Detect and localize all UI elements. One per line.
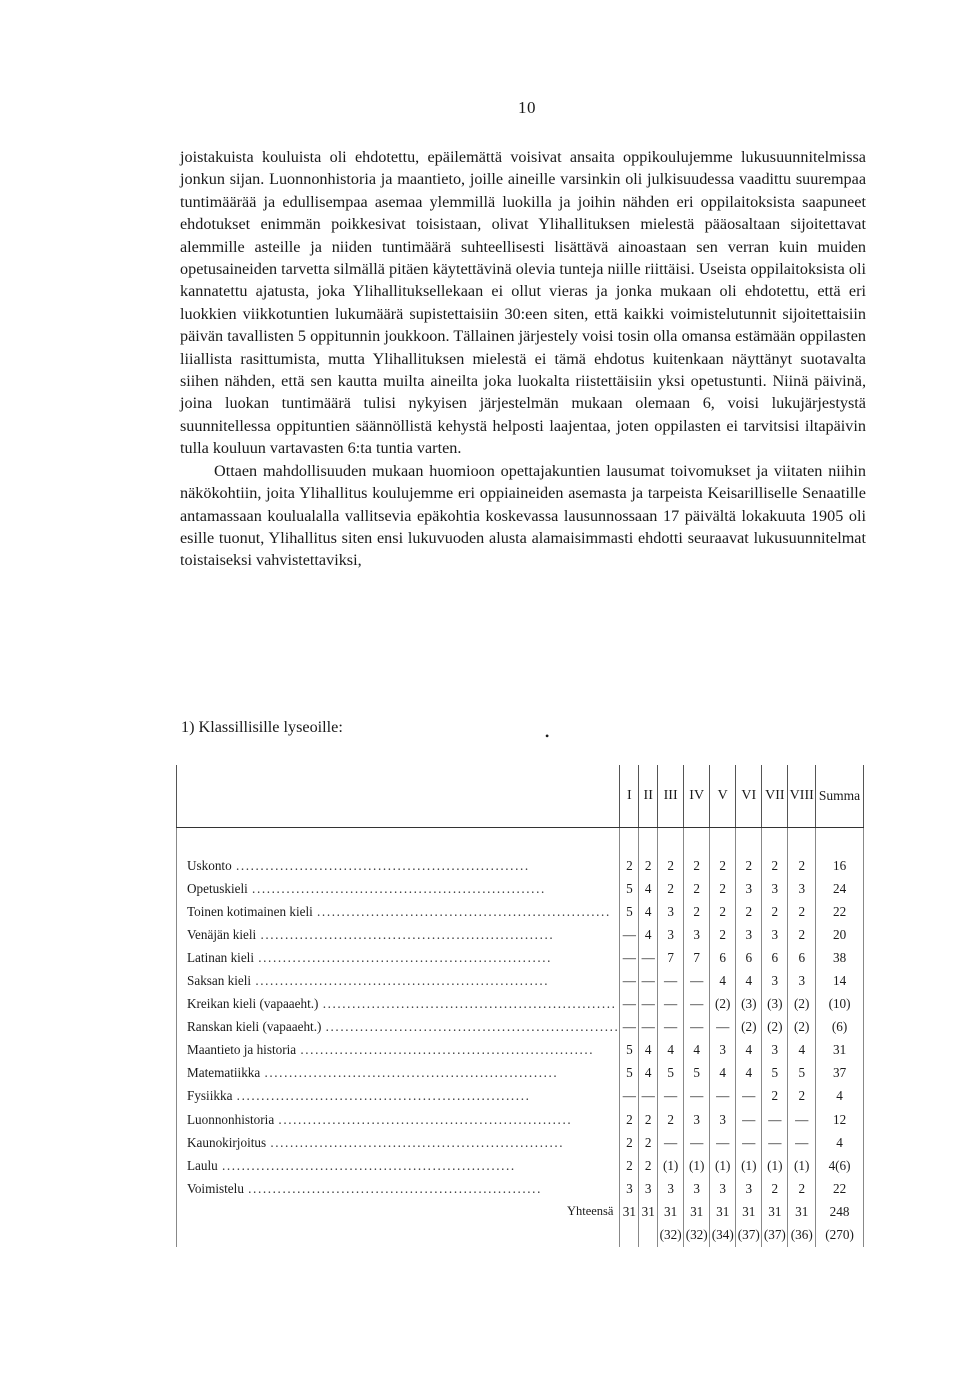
hours-cell: 2 [788, 900, 816, 923]
dot-leader: ............................................................ [266, 1134, 565, 1150]
hours-cell: 2 [762, 1177, 788, 1200]
hours-cell: — [620, 969, 639, 992]
subject-cell [177, 1016, 620, 1039]
hours-cell: 2 [620, 828, 639, 878]
hours-cell: 3 [684, 1108, 710, 1131]
column-header: VIII [788, 765, 816, 828]
dot-leader: ............................................................ [318, 996, 617, 1012]
table-header-row [177, 765, 864, 828]
hours-cell: — [762, 1108, 788, 1131]
sum-cell: 4 [816, 1131, 864, 1154]
sum-cell: 20 [816, 923, 864, 946]
ink-dot-mark: • [545, 729, 550, 743]
total-cell: 31 [710, 1200, 736, 1223]
hours-cell: 2 [762, 900, 788, 923]
hours-cell: 4 [710, 969, 736, 992]
subject-cell [177, 1039, 620, 1062]
subject-label: Venäjän kieli [187, 926, 257, 942]
hours-cell: 5 [620, 1039, 639, 1062]
hours-cell: — [788, 1108, 816, 1131]
hours-cell: 4 [736, 1039, 762, 1062]
hours-cell: — [762, 1131, 788, 1154]
hours-cell: 5 [684, 1062, 710, 1085]
total-cell: 31 [736, 1200, 762, 1223]
hours-cell: 4 [658, 1039, 684, 1062]
optional-total-cell: (37) [762, 1224, 788, 1247]
column-header: VII [762, 765, 788, 828]
hours-cell: — [658, 1016, 684, 1039]
dot-leader: ............................................................ [274, 1111, 573, 1127]
subject-cell [177, 1062, 620, 1085]
hours-cell: 2 [788, 828, 816, 878]
hours-cell: 3 [788, 877, 816, 900]
hours-cell: — [736, 1131, 762, 1154]
dot-leader: ............................................................ [217, 1157, 516, 1173]
hours-cell: 2 [788, 1177, 816, 1200]
subject-label: Fysiikka [187, 1088, 233, 1104]
page-number: 10 [518, 98, 536, 117]
subject-label: Latinan kieli [187, 949, 255, 965]
table-row [177, 877, 864, 900]
column-header: IV [684, 765, 710, 828]
dot-leader: ............................................................ [254, 949, 553, 965]
hours-cell: 6 [710, 946, 736, 969]
table-row [177, 969, 864, 992]
subject-cell [177, 1085, 620, 1108]
column-header: I [620, 765, 639, 828]
curriculum-table [176, 765, 864, 1247]
hours-cell: (2) [788, 993, 816, 1016]
subject-label: Laulu [187, 1157, 218, 1173]
hours-cell: 2 [710, 900, 736, 923]
subject-cell [177, 828, 620, 878]
subject-label: Luonnonhistoria [187, 1111, 275, 1127]
optional-total-cell: (32) [684, 1224, 710, 1247]
hours-cell: 2 [788, 923, 816, 946]
hours-cell: 5 [762, 1062, 788, 1085]
subject-label: Ranskan kieli (vapaaeht.) [187, 1019, 322, 1035]
hours-cell: — [658, 993, 684, 1016]
hours-cell: 3 [736, 1177, 762, 1200]
hours-cell: 2 [620, 1108, 639, 1131]
hours-cell: 2 [736, 900, 762, 923]
hours-cell: 4 [736, 1062, 762, 1085]
hours-cell: — [736, 1108, 762, 1131]
subject-column-header [177, 765, 620, 828]
hours-cell: — [684, 969, 710, 992]
hours-cell: 2 [639, 1108, 658, 1131]
hours-cell: 3 [788, 969, 816, 992]
sum-cell: 22 [816, 900, 864, 923]
table-row [177, 1016, 864, 1039]
hours-cell: 5 [620, 877, 639, 900]
optional-totals-row [177, 1224, 864, 1247]
hours-cell: 7 [684, 946, 710, 969]
hours-cell: 4 [639, 900, 658, 923]
hours-cell: 2 [684, 877, 710, 900]
hours-cell: (2) [762, 1016, 788, 1039]
hours-cell: (3) [762, 993, 788, 1016]
paragraph-1: joistakuista kouluista oli ehdotettu, epäilemättä voisivat ansaita oppikoulujemme lukusuunnitelmissa jonkun sijan. Luonnonhistoria ja maantieto, joille aineille varsinkin oli julkisuudessa vaadittu suurempaa tuntimäärää ja edullisempaa asemaa ylemmillä luokilla ja joihin nähden eri oppilaitoksista saapuneet ehdotukset enimmän poikkesivat toisistaan, olivat Ylihallituksen mielestä pääosaltaan sijoitettavat alemmille asteille ja niiden tuntimäärä suhteellisesti lisättävä ainoastaan sen verran kuin muiden opetusaineiden tarvetta silmällä pitäen käytettävinä olevia tunteja niille riittäisi. Useista oppilaitoksista oli kannatettu ajatusta, joka Ylihallituksellekaan ei ollut vieras ja jonka mukaan oli ehdotettu, että eri luokkien viikkotuntien lukumäärä supistettaisiin 30:een siten, että kaikki voimistelutunnit sijoitettaisiin päivän tavallisten 5 oppitunnin joukkoon. Tällainen järjestely voisi tosin olla omansa estämään oppilasten liiallista rasittumista, mutta Ylihallituksen mielestä ei tämä ehdotus kuitenkaan näyttänyt suotavalta siihen nähden, että sen kautta muilta aineilta joka luokalta riistettäisiin yksi opetustunti. Niinä päivinä, joina luokan tuntimäärä tulisi nykyisen järjestelmän mukaan olemaan 6, voisi lukujärjestystä suunnitellessa oppituntien säännöllistä kehystä helposti laajentaa, joten oppilasten ei tarvitsisi iltapäivin tulla kouluun vartavasten 6:ta tuntia varten. [180, 148, 866, 458]
dot-leader: ............................................................ [251, 973, 550, 989]
subject-label: Toinen kotimainen kieli [187, 903, 313, 919]
table-row [177, 1085, 864, 1108]
sum-cell: 14 [816, 969, 864, 992]
sum-cell: 37 [816, 1062, 864, 1085]
column-header: VI [736, 765, 762, 828]
hours-cell: — [620, 1016, 639, 1039]
total-cell: 31 [762, 1200, 788, 1223]
table-body [177, 828, 864, 1247]
hours-cell: 4 [710, 1062, 736, 1085]
table-row [177, 1177, 864, 1200]
column-header: III [658, 765, 684, 828]
hours-cell: — [710, 1131, 736, 1154]
hours-cell: 4 [639, 1039, 658, 1062]
subject-cell [177, 1108, 620, 1131]
dot-leader: ............................................................ [321, 1019, 620, 1035]
sum-cell: 38 [816, 946, 864, 969]
hours-cell: 2 [658, 1108, 684, 1131]
dot-leader: ............................................................ [260, 1065, 559, 1081]
sum-cell: 4(6) [816, 1154, 864, 1177]
hours-cell: 4 [788, 1039, 816, 1062]
hours-cell: 2 [684, 900, 710, 923]
hours-cell: — [684, 1131, 710, 1154]
table-row [177, 1131, 864, 1154]
hours-cell: — [639, 1085, 658, 1108]
sum-cell: 22 [816, 1177, 864, 1200]
optional-total-cell [639, 1224, 658, 1247]
total-cell: 31 [788, 1200, 816, 1223]
hours-cell: 2 [620, 1154, 639, 1177]
hours-cell: 2 [710, 828, 736, 878]
sum-cell: 16 [816, 828, 864, 878]
table-row [177, 923, 864, 946]
paragraph-2: Ottaen mahdollisuuden mukaan huomioon opettajakuntien lausumat toivomukset ja viitaten niihin näkökohtiin, joita Ylihallitus koulujemme eri oppiaineiden asemasta ja tarpeista Keisarilliselle Senaatille antamassaan koulualalla vallitsevia epäkohtia koskevassa lausunnossaan 17 päivältä lokakuuta 1905 oli esille tuonut, Ylihallitus siten ensi lukuvuoden alusta alamaisimmasti ehdotti seuraavat lukusuunnitelmat toistaiseksi vahvistettaviksi, [180, 461, 866, 570]
hours-cell: — [620, 993, 639, 1016]
subject-cell [177, 900, 620, 923]
hours-cell: 6 [788, 946, 816, 969]
hours-cell: 2 [710, 877, 736, 900]
hours-cell: 2 [762, 1085, 788, 1108]
list-intro: 1) Klassillisille lyseoille: [181, 718, 343, 736]
table-row [177, 993, 864, 1016]
hours-cell: (2) [710, 993, 736, 1016]
totals-label: Yhteensä [177, 1200, 620, 1223]
hours-cell: 2 [684, 828, 710, 878]
subject-label: Uskonto [187, 857, 232, 873]
hours-cell: 2 [639, 828, 658, 878]
optional-total-cell: (32) [658, 1224, 684, 1247]
dot-leader: ............................................................ [247, 880, 546, 896]
hours-cell: 2 [658, 877, 684, 900]
hours-cell: 7 [658, 946, 684, 969]
hours-cell: — [710, 1016, 736, 1039]
hours-cell: 2 [639, 1154, 658, 1177]
hours-cell: — [684, 993, 710, 1016]
column-header: Summa [816, 765, 864, 828]
hours-cell: — [620, 1085, 639, 1108]
hours-cell: — [684, 1016, 710, 1039]
hours-cell: (3) [736, 993, 762, 1016]
hours-cell: — [639, 993, 658, 1016]
hours-cell: 3 [684, 1177, 710, 1200]
hours-cell: 3 [658, 900, 684, 923]
hours-cell: 2 [620, 1131, 639, 1154]
subject-cell [177, 1131, 620, 1154]
subject-cell [177, 877, 620, 900]
hours-cell: 3 [762, 1039, 788, 1062]
sum-cell: 4 [816, 1085, 864, 1108]
hours-cell: 2 [710, 923, 736, 946]
subject-cell [177, 1154, 620, 1177]
hours-cell: (1) [710, 1154, 736, 1177]
hours-cell: 3 [710, 1108, 736, 1131]
hours-cell: — [658, 1085, 684, 1108]
hours-cell: 3 [736, 877, 762, 900]
dot-leader: ............................................................ [231, 857, 530, 873]
table-row [177, 828, 864, 878]
hours-cell: 6 [762, 946, 788, 969]
hours-cell: 4 [639, 923, 658, 946]
hours-cell: — [684, 1085, 710, 1108]
hours-cell: 5 [788, 1062, 816, 1085]
table-row [177, 1039, 864, 1062]
table-row [177, 1154, 864, 1177]
dot-leader: ............................................................ [296, 1042, 595, 1058]
subject-label: Kreikan kieli (vapaaeht.) [187, 996, 319, 1012]
hours-cell: 2 [658, 828, 684, 878]
sum-cell: 24 [816, 877, 864, 900]
subject-label: Opetuskieli [187, 880, 248, 896]
body-text [180, 146, 866, 572]
hours-cell: 3 [762, 877, 788, 900]
dot-leader: ............................................................ [256, 926, 555, 942]
hours-cell: (1) [762, 1154, 788, 1177]
dot-leader: ............................................................ [232, 1088, 531, 1104]
hours-cell: 2 [788, 1085, 816, 1108]
sum-cell: 31 [816, 1039, 864, 1062]
hours-cell: 3 [762, 969, 788, 992]
hours-cell: 2 [762, 828, 788, 878]
sum-cell: (6) [816, 1016, 864, 1039]
hours-cell: 3 [710, 1039, 736, 1062]
hours-cell: 4 [639, 1062, 658, 1085]
hours-cell: 3 [684, 923, 710, 946]
optional-total-cell: (36) [788, 1224, 816, 1247]
hours-cell: — [658, 969, 684, 992]
subject-cell [177, 993, 620, 1016]
optional-total-cell [620, 1224, 639, 1247]
subject-label: Kaunokirjoitus [187, 1134, 267, 1150]
total-sum-cell: 248 [816, 1200, 864, 1223]
hours-cell: 2 [736, 828, 762, 878]
hours-cell: (1) [736, 1154, 762, 1177]
hours-cell: (2) [736, 1016, 762, 1039]
hours-cell: — [620, 923, 639, 946]
total-cell: 31 [684, 1200, 710, 1223]
hours-cell: 3 [710, 1177, 736, 1200]
column-header: II [639, 765, 658, 828]
hours-cell: — [639, 969, 658, 992]
hours-cell: 2 [639, 1131, 658, 1154]
hours-cell: 4 [684, 1039, 710, 1062]
sum-cell: (10) [816, 993, 864, 1016]
hours-cell: 3 [736, 923, 762, 946]
hours-cell: — [639, 1016, 658, 1039]
hours-cell: 5 [620, 900, 639, 923]
totals-row [177, 1200, 864, 1223]
optional-totals-label [177, 1224, 620, 1247]
hours-cell: (1) [684, 1154, 710, 1177]
column-header: V [710, 765, 736, 828]
subject-cell [177, 946, 620, 969]
hours-cell: 3 [658, 1177, 684, 1200]
hours-cell: 6 [736, 946, 762, 969]
subject-label: Saksan kieli [187, 973, 252, 989]
subject-label: Maantieto ja historia [187, 1042, 297, 1058]
hours-cell: (2) [788, 1016, 816, 1039]
hours-cell: 3 [620, 1177, 639, 1200]
optional-total-sum-cell: (270) [816, 1224, 864, 1247]
table-row [177, 1108, 864, 1131]
subject-cell [177, 969, 620, 992]
hours-cell: 5 [620, 1062, 639, 1085]
table-row [177, 1062, 864, 1085]
hours-cell: 3 [639, 1177, 658, 1200]
hours-cell: — [788, 1131, 816, 1154]
subject-cell [177, 1177, 620, 1200]
subject-label: Matematiikka [187, 1065, 261, 1081]
hours-cell: (1) [788, 1154, 816, 1177]
total-cell: 31 [620, 1200, 639, 1223]
hours-cell: 4 [736, 969, 762, 992]
hours-cell: — [620, 946, 639, 969]
table-row [177, 900, 864, 923]
hours-cell: (1) [658, 1154, 684, 1177]
subject-label: Voimistelu [187, 1180, 244, 1196]
hours-cell: 3 [658, 923, 684, 946]
hours-cell: — [639, 946, 658, 969]
hours-cell: 3 [762, 923, 788, 946]
table-row [177, 946, 864, 969]
hours-cell: — [710, 1085, 736, 1108]
sum-cell: 12 [816, 1108, 864, 1131]
optional-total-cell: (37) [736, 1224, 762, 1247]
total-cell: 31 [639, 1200, 658, 1223]
hours-cell: — [736, 1085, 762, 1108]
optional-total-cell: (34) [710, 1224, 736, 1247]
dot-leader: ............................................................ [243, 1180, 542, 1196]
hours-cell: 5 [658, 1062, 684, 1085]
hours-cell: 4 [639, 877, 658, 900]
total-cell: 31 [658, 1200, 684, 1223]
hours-cell: — [658, 1131, 684, 1154]
dot-leader: ............................................................ [312, 903, 611, 919]
subject-cell [177, 923, 620, 946]
